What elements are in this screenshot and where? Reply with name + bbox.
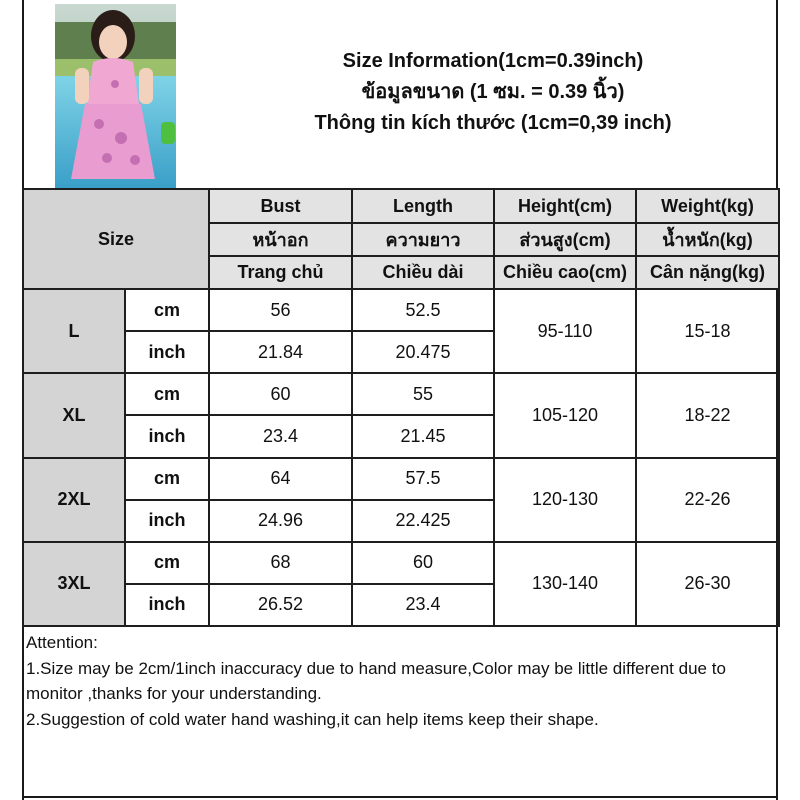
height-range: 95-110 [494, 289, 636, 373]
size-label-3xl: 3XL [23, 542, 125, 626]
length-cm-value: 60 [352, 542, 494, 584]
col-header-length-vi: Chiều dài [352, 256, 494, 289]
length-cm-value: 52.5 [352, 289, 494, 331]
bust-cm-value: 64 [209, 458, 352, 500]
unit-cm: cm [125, 458, 209, 500]
table-row [23, 373, 779, 415]
table-row [23, 458, 779, 500]
col-header-length-thai: ความยาว [352, 223, 494, 256]
length-cm-value: 57.5 [352, 458, 494, 500]
length-inch-value: 23.4 [352, 584, 494, 626]
col-header-bust-thai: หน้าอก [209, 223, 352, 256]
table-row [23, 542, 779, 584]
length-inch-value: 22.425 [352, 500, 494, 542]
bust-cm-value: 68 [209, 542, 352, 584]
bust-inch-value: 26.52 [209, 584, 352, 626]
unit-inch: inch [125, 500, 209, 542]
weight-range: 18-22 [636, 373, 779, 457]
header-row-english [23, 189, 779, 223]
col-header-height-thai: ส่วนสูง(cm) [494, 223, 636, 256]
weight-range: 26-30 [636, 542, 779, 626]
col-header-bust-vi: Trang chủ [209, 256, 352, 289]
col-header-height-vi: Chiều cao(cm) [494, 256, 636, 289]
product-photo [55, 4, 176, 188]
bottom-divider [22, 796, 778, 798]
size-label-l: L [23, 289, 125, 373]
unit-cm: cm [125, 542, 209, 584]
unit-inch: inch [125, 415, 209, 457]
length-inch-value: 21.45 [352, 415, 494, 457]
bust-cm-value: 60 [209, 373, 352, 415]
bust-inch-value: 23.4 [209, 415, 352, 457]
note-measurement: 1.Size may be 2cm/1inch inaccuracy due to hand measure,Color may be little different due to monitor ,thanks for your understanding. [26, 658, 726, 703]
unit-cm: cm [125, 373, 209, 415]
attention-notes [26, 630, 771, 732]
unit-cm: cm [125, 289, 209, 331]
unit-inch: inch [125, 331, 209, 373]
title-vietnamese: Thông tin kích thước (1cm=0,39 inch) [314, 112, 672, 134]
size-header: Size [23, 189, 209, 289]
table-row [23, 289, 779, 331]
title-thai: ข้อมูลขนาด (1 ซม. = 0.39 นิ้ว) [361, 81, 625, 103]
attention-heading: Attention: [26, 633, 98, 652]
height-range: 120-130 [494, 458, 636, 542]
weight-range: 15-18 [636, 289, 779, 373]
length-inch-value: 20.475 [352, 331, 494, 373]
size-label-2xl: 2XL [23, 458, 125, 542]
weight-range: 22-26 [636, 458, 779, 542]
col-header-weight-vi: Cân nặng(kg) [636, 256, 779, 289]
col-header-height: Height(cm) [494, 189, 636, 223]
col-header-length: Length [352, 189, 494, 223]
length-cm-value: 55 [352, 373, 494, 415]
col-header-weight: Weight(kg) [636, 189, 779, 223]
col-header-bust: Bust [209, 189, 352, 223]
title-english: Size Information(1cm=0.39inch) [342, 50, 644, 72]
bust-inch-value: 24.96 [209, 500, 352, 542]
note-washing: 2.Suggestion of cold water hand washing,it can help items keep their shape. [26, 709, 599, 729]
size-label-xl: XL [23, 373, 125, 457]
size-chart-table [22, 188, 780, 627]
unit-inch: inch [125, 584, 209, 626]
col-header-weight-thai: น้ำหนัก(kg) [636, 223, 779, 256]
bust-inch-value: 21.84 [209, 331, 352, 373]
height-range: 105-120 [494, 373, 636, 457]
bust-cm-value: 56 [209, 289, 352, 331]
height-range: 130-140 [494, 542, 636, 626]
size-info-title [210, 46, 776, 139]
